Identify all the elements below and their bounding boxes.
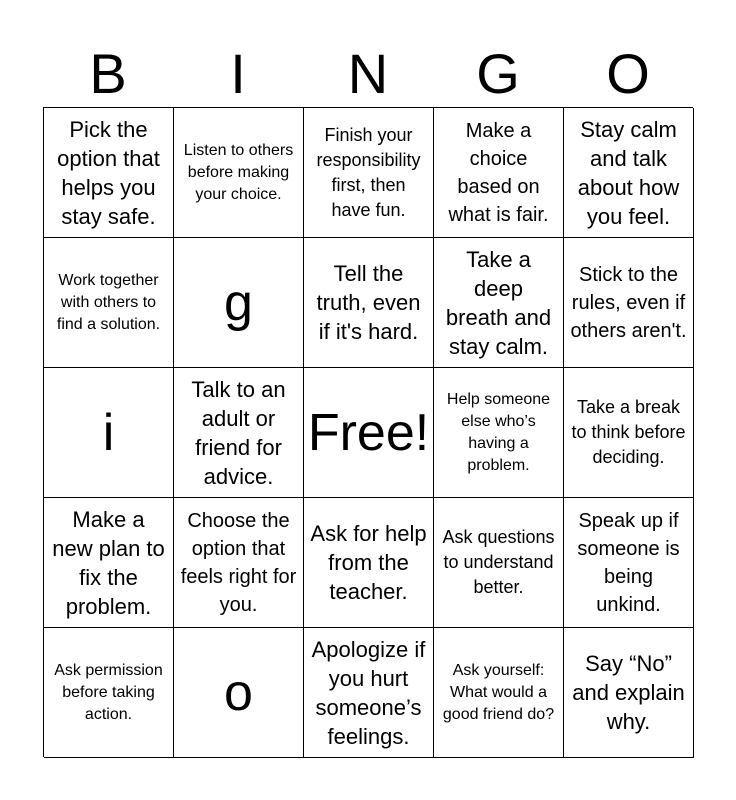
bingo-header (43, 42, 693, 106)
cell-text: Ask yourself: What would a good friend do? (442, 661, 555, 723)
cell-text: Stay calm and talk about how you feel. (577, 116, 680, 229)
cell-text: Ask questions to understand better. (442, 527, 555, 597)
cell-text: i (102, 403, 115, 462)
cell-text: Finish your responsibility first, then have fun. (316, 124, 421, 220)
bingo-grid (43, 107, 693, 757)
cell-text: Tell the truth, even if it's hard. (316, 261, 421, 344)
cell-text: Speak up if someone is being unkind. (577, 509, 680, 616)
cell-text: g (224, 273, 253, 332)
bingo-cell[interactable] (44, 628, 174, 758)
bingo-cell[interactable] (434, 498, 564, 628)
bingo-cell[interactable] (564, 108, 694, 238)
bingo-cell[interactable] (174, 368, 304, 498)
cell-text: Say “No” and explain why. (572, 651, 685, 734)
cell-text: o (224, 663, 253, 722)
bingo-cell[interactable] (564, 368, 694, 498)
bingo-cell[interactable] (174, 628, 304, 758)
bingo-cell[interactable] (44, 498, 174, 628)
header-letter-b: B (89, 42, 127, 105)
bingo-cell[interactable] (304, 628, 434, 758)
cell-text: Take a break to think before deciding. (571, 397, 686, 467)
cell-text: Talk to an adult or friend for advice. (191, 376, 286, 489)
cell-text: Pick the option that helps you stay safe. (57, 116, 160, 229)
bingo-cell[interactable] (434, 628, 564, 758)
cell-text: Make a new plan to fix the problem. (52, 506, 165, 619)
bingo-cell[interactable] (564, 238, 694, 368)
bingo-cell[interactable] (174, 238, 304, 368)
bingo-cell[interactable] (564, 498, 694, 628)
cell-text: Ask for help from the teacher. (310, 521, 427, 604)
bingo-cell[interactable] (44, 108, 174, 238)
cell-text: Listen to others before making your choice. (183, 141, 294, 203)
header-letter-g: G (476, 42, 520, 105)
bingo-cell[interactable] (564, 628, 694, 758)
bingo-cell[interactable] (44, 238, 174, 368)
cell-text: Take a deep breath and stay calm. (445, 246, 552, 359)
cell-text: Help someone else who’s having a problem. (446, 390, 551, 474)
bingo-cell[interactable] (434, 108, 564, 238)
header-letter-o: O (606, 42, 650, 105)
bingo-cell[interactable] (304, 108, 434, 238)
bingo-cell[interactable] (304, 498, 434, 628)
free-space[interactable] (304, 368, 434, 498)
bingo-cell[interactable] (174, 498, 304, 628)
free-space-text: Free! (307, 403, 430, 462)
header-letter-i: I (230, 42, 246, 105)
cell-text: Stick to the rules, even if others aren't. (570, 263, 687, 342)
bingo-cell[interactable] (434, 238, 564, 368)
cell-text: Choose the option that feels right for you. (180, 509, 297, 616)
bingo-cell[interactable] (434, 368, 564, 498)
cell-text: Work together with others to find a solution. (56, 271, 161, 333)
bingo-cell[interactable] (174, 108, 304, 238)
header-letter-n: N (347, 42, 389, 105)
cell-text: Apologize if you hurt someone’s feelings. (311, 636, 426, 749)
bingo-cell[interactable] (304, 238, 434, 368)
cell-text: Make a choice based on what is fair. (448, 119, 549, 226)
cell-text: Ask permission before taking action. (54, 661, 163, 723)
bingo-cell[interactable] (44, 368, 174, 498)
